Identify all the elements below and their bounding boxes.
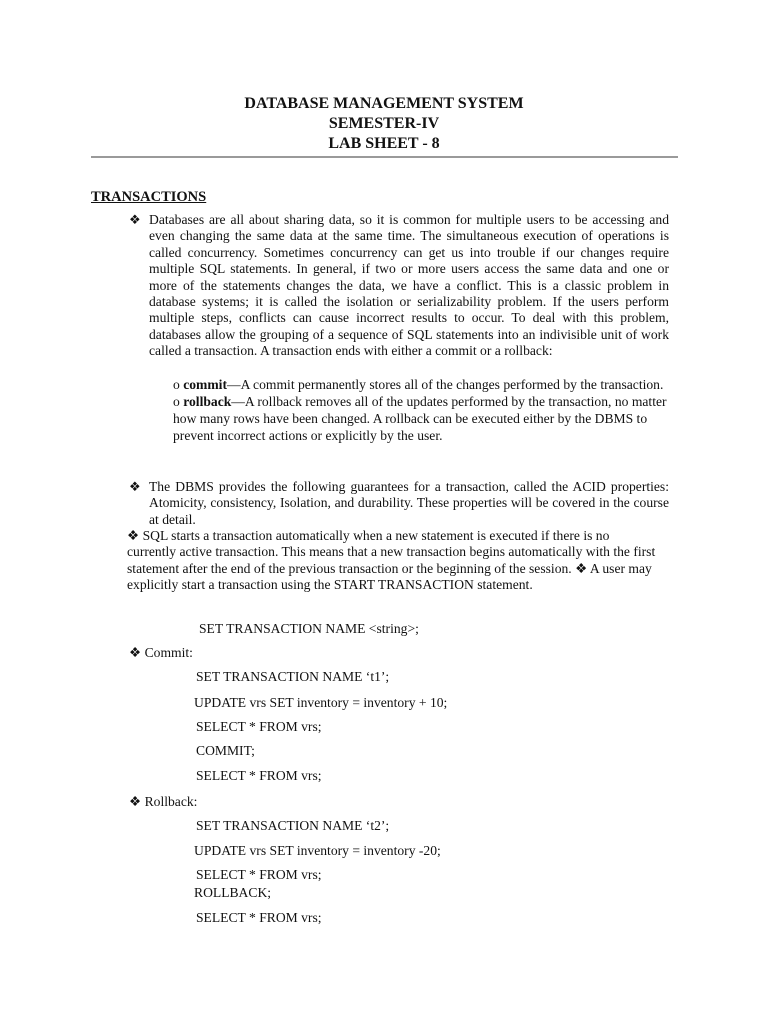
paragraph-acid-text: The DBMS provides the following guarantees for a transaction, called the ACID properties: Atomicity, consistency, Isolation, and durability. These properties will be covered in the course at detail.	[149, 479, 669, 527]
commit-definition: —A commit permanently stores all of the changes performed by the transaction. o	[173, 377, 664, 409]
header-lab-sheet: LAB SHEET - 8	[328, 135, 440, 152]
commit-code-line: SELECT * FROM vrs;	[196, 768, 322, 783]
commit-code-line: SELECT * FROM vrs;	[196, 719, 322, 734]
document-header	[0, 94, 768, 154]
commit-code-line: SET TRANSACTION NAME ‘t1’;	[196, 669, 390, 684]
paragraph-concurrency	[129, 212, 669, 360]
diamond-bullet-icon: ❖	[129, 479, 141, 494]
commit-code-line: UPDATE vrs SET inventory = inventory + 10;	[194, 695, 448, 710]
rollback-code-line: SELECT * FROM vrs;	[196, 910, 322, 925]
rollback-definition: —A rollback removes all of the updates performed by the transaction, no matter how many rows have been changed. A rollback can be executed either by the DBMS to prevent incorrect actions or explicitly by the user.	[173, 393, 667, 443]
paragraph-auto-transaction	[127, 528, 661, 594]
diamond-bullet-icon: ❖	[129, 212, 141, 227]
rollback-code-line: SET TRANSACTION NAME ‘t2’;	[196, 818, 390, 833]
rollback-code-line: ROLLBACK;	[194, 885, 272, 900]
rollback-label: ❖ Rollback:	[129, 794, 198, 809]
rollback-keyword: rollback	[183, 393, 232, 409]
paragraph-concurrency-text: Databases are all about sharing data, so it is common for multiple users to be accessing and even changing the same data at the same time. The simultaneous execution of operations is called concurrency. Sometimes concurrency can get us into trouble if our changes require multiple SQL statements. In general, if two or more users access the same data and one or more of the statements changes the data, we have a conflict. This is a classic problem in database systems; it is called the isolation or serializability problem. If the users perform multiple steps, conflicts can cause incorrect results to occur. To deal with this problem, databases allow the grouping of a sequence of SQL statements into an indivisible unit of work called a transaction. A transaction ends with either a commit or a rollback:	[149, 212, 669, 359]
rollback-code-line: UPDATE vrs SET inventory = inventory -20;	[194, 843, 441, 858]
commit-label: ❖ Commit:	[129, 645, 193, 660]
section-heading: TRANSACTIONS	[91, 189, 207, 205]
list-marker: o	[173, 377, 184, 392]
header-semester: SEMESTER-IV	[328, 115, 440, 132]
header-title: DATABASE MANAGEMENT SYSTEM	[244, 95, 524, 112]
header-divider	[91, 156, 678, 158]
commit-rollback-definitions	[173, 377, 669, 445]
rollback-code-line: SELECT * FROM vrs;	[196, 867, 322, 882]
code-set-transaction-name: SET TRANSACTION NAME <string>;	[199, 621, 419, 636]
paragraph-auto-transaction-text: ❖ SQL starts a transaction automatically when a new statement is executed if there is no currently active transaction. This means that a new transaction begins automatically with the first statement after the end of the previous transaction or the beginning of the session. ❖ A user may explicitly start a transaction using the START TRANSACTION statement.	[127, 528, 656, 593]
commit-keyword: commit	[183, 377, 227, 392]
commit-code-line: COMMIT;	[196, 743, 255, 758]
paragraph-acid	[129, 479, 669, 528]
